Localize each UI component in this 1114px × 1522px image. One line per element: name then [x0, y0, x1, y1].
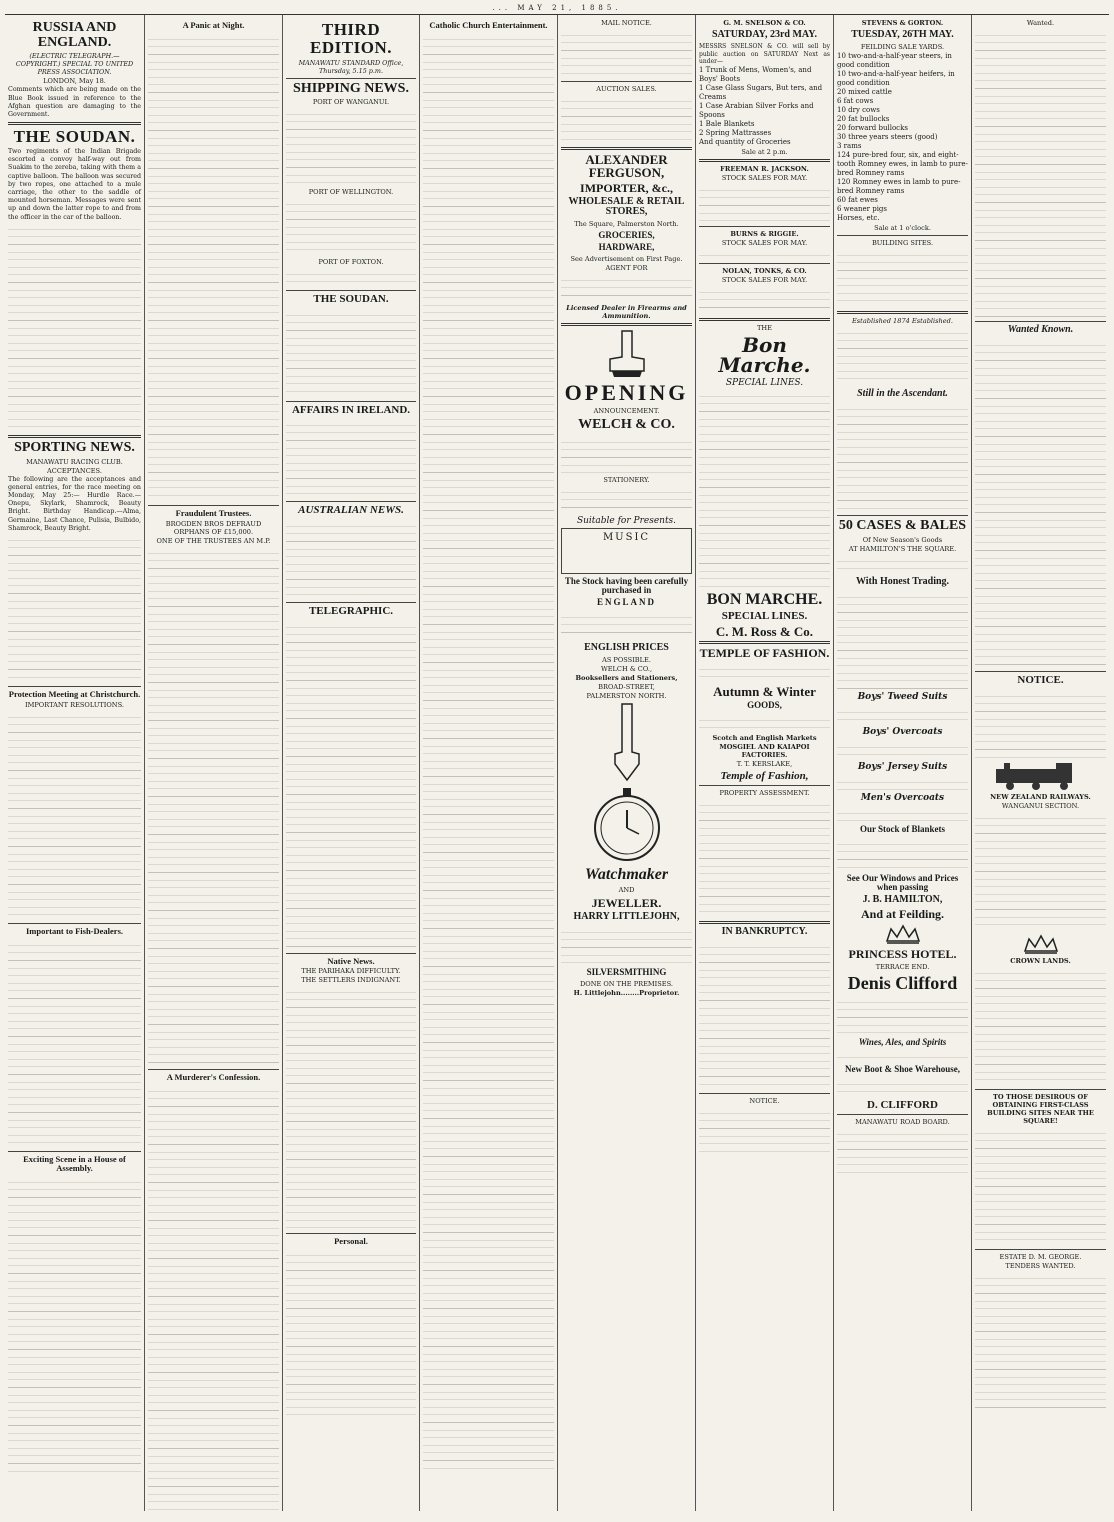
feilding-line: And at Feilding.: [860, 907, 944, 921]
railways-title: NEW ZEALAND RAILWAYS.: [990, 793, 1091, 801]
snelson-ad-items: [699, 66, 830, 147]
headline-russia-england: RUSSIA AND ENGLAND.: [32, 20, 117, 50]
columns: [5, 15, 1109, 1511]
hamilton-sub: Of New Season's Goods: [862, 536, 943, 544]
stevens-ad-date: TUESDAY, 26TH MAY.: [851, 29, 954, 40]
watchmaker-line: SILVERSMITHING: [586, 967, 667, 977]
bon-marche-sub: SPECIAL LINES.: [725, 377, 804, 388]
list-item: 30 three years steers (good): [837, 133, 938, 141]
boys-overcoats-title: Boys' Overcoats: [862, 727, 943, 737]
subheading: THE PARIHAKA DIFFICULTY.: [301, 967, 401, 976]
temple-line: MOSGIEL AND KAIAPOI FACTORIES.: [719, 742, 810, 759]
road-board-title: MANAWATU ROAD BOARD.: [855, 1118, 950, 1126]
wanted-known-title: Wanted Known.: [1007, 324, 1074, 335]
crown-lands-title: CROWN LANDS.: [1010, 957, 1071, 965]
railways-sub: WANGANUI SECTION.: [1001, 802, 1080, 810]
tenders-title: TENDERS WANTED.: [1005, 1262, 1076, 1270]
list-item: 60 fat ewes: [837, 196, 878, 204]
welch-ad-line: ENGLAND: [596, 597, 656, 607]
list-item: 1 Case Glass Sugars, But ters, and Creams: [699, 83, 823, 101]
list-item: 2 Spring Mattrasses: [699, 128, 772, 137]
welch-ad-line: AS POSSIBLE.: [602, 656, 651, 664]
headline-native-news: Native News.: [327, 955, 375, 966]
wanted-title: Wanted.: [1026, 19, 1055, 27]
article-body: Two regiments of the Indian Brigade escorted a convoy half-way out from Suakim to the zereba, taking with them a captive balloon. The balloon was secured by two ropes, one attached to a mule carriage, the other to the saddle of mounted horseman. Messages were sent up and down the latter rope to and from the officer in the car of the balloon.: [8, 148, 141, 221]
crown-icon: [883, 923, 923, 945]
windows-title: See Our Windows and Prices when passing: [846, 873, 959, 892]
welch-ad-line: Suitable for Presents.: [576, 516, 677, 526]
headline-protection-meeting: Protection Meeting at Christchurch.: [8, 688, 141, 699]
temple-line: GOODS,: [747, 699, 782, 710]
stevens-ad-title: STEVENS & GORTON.: [861, 19, 944, 27]
property-assessment-title: PROPERTY ASSESSMENT.: [719, 788, 810, 797]
temple-fashion-title: TEMPLE OF FASHION.: [699, 645, 830, 660]
list-item: 120 Romney ewes in lamb to pure-bred Romney rams: [837, 178, 961, 195]
snelson-ad-time: Sale at 2 p.m.: [741, 147, 788, 156]
established-line: Established 1874 Established.: [851, 317, 953, 325]
headline-fish-dealers: Important to Fish-Dealers.: [25, 925, 124, 936]
list-item: And quantity of Groceries: [699, 137, 791, 146]
subheading: MANAWATU RACING CLUB.: [26, 457, 123, 466]
article-body: Comments which are being made on the Blue Book issued in reference to the Afghan question are damaging to the Government.: [8, 86, 141, 118]
list-item: 10 dry cows: [837, 106, 880, 114]
list-item: 10 two-and-a-half-year heifers, in good condition: [837, 70, 955, 87]
pointing-hand-down-icon: [597, 702, 657, 782]
list-item: 10 two-and-a-half-year steers, in good condition: [837, 52, 952, 69]
building-sites-title: TO THOSE DESIROUS OF OBTAINING FIRST-CLASS BUILDING SITES NEAR THE SQUARE!: [987, 1093, 1094, 1125]
music-box: [561, 528, 692, 574]
watchmaker-line: JEWELLER.: [591, 896, 662, 910]
nolan-ad-title: NOLAN, TONKS, & CO.: [722, 266, 807, 275]
welch-ad-line: PALMERSTON NORTH.: [586, 692, 667, 700]
headline-soudan: THE SOUDAN.: [313, 293, 389, 306]
mail-notice-heading: MAIL NOTICE.: [601, 19, 652, 27]
headline-shipping-news: SHIPPING NEWS.: [293, 80, 409, 96]
subheading: PORT OF FOXTON.: [318, 258, 384, 267]
nolan-ad-sub: STOCK SALES FOR MAY.: [721, 275, 808, 284]
headline-sporting-news: SPORTING NEWS.: [14, 439, 135, 455]
stevens-ad-sub: FEILDING SALE YARDS.: [860, 43, 945, 51]
bon-marche-the: THE: [757, 323, 772, 332]
estate-title: ESTATE D. M. GEORGE.: [999, 1253, 1082, 1261]
column-4: [420, 15, 558, 1511]
snelson-ad-body: MESSRS SNELSON & CO. will sell by public auction on SATURDAY Next as under—: [699, 43, 830, 66]
hamilton-line: AT HAMILTON'S THE SQUARE.: [848, 545, 957, 553]
clifford-name: Denis Clifford: [847, 973, 958, 993]
bankruptcy-title: IN BANKRUPTCY.: [721, 925, 808, 937]
page-header: ... MAY 21, 1885.: [5, 4, 1109, 15]
welch-ad-line: The Stock having been carefully purchased in: [564, 576, 689, 595]
list-item: 124 pure-bred four, six, and eight-tooth Romney ewes, in lamb to pure-bred Romney rams: [837, 151, 968, 177]
ascendant-title: Still in the Ascendant.: [857, 388, 948, 399]
snelson-ad-title: G. M. SNELSON & CO.: [723, 19, 806, 27]
pointing-hand-icon: [592, 329, 662, 379]
notice-title: NOTICE.: [749, 1096, 780, 1105]
princess-hotel-sub: TERRACE END.: [875, 963, 930, 971]
opening-ad-sub: ANNOUNCEMENT.: [593, 407, 660, 415]
temple-line: Autumn & Winter: [713, 683, 816, 699]
stevens-ad-time: Sale at 1 o'clock.: [874, 224, 931, 232]
ferguson-ad-line: Licensed Dealer in Firearms and Ammunition.: [566, 304, 687, 320]
subheading: ONE OF THE TRUSTEES AN M.P.: [156, 536, 271, 545]
watchmaker-title: Watchmaker: [584, 866, 669, 883]
headline-catholic-church: Catholic Church Entertainment.: [429, 20, 548, 30]
headline-murderers-confession: A Murderer's Confession.: [166, 1071, 261, 1082]
snelson-ad-date: SATURDAY, 23rd MAY.: [711, 29, 818, 40]
headline-australian-news: AUSTRALIAN NEWS.: [298, 504, 404, 517]
welch-ad-line: BROAD-STREET,: [598, 683, 655, 691]
list-item: 1 Bale Blankets: [699, 119, 755, 128]
watchmaker-name: HARRY LITTLEJOHN,: [573, 911, 680, 922]
list-item: Horses, etc.: [837, 214, 880, 222]
headline-third-edition: THIRD EDITION.: [310, 20, 392, 57]
ferguson-ad-line: AGENT FOR: [605, 264, 648, 272]
hamilton-trading: With Honest Trading.: [855, 576, 950, 587]
dateline: LONDON, May 18.: [43, 77, 106, 86]
bon-marche-title-2: BON MARCHE.: [706, 590, 823, 608]
ferguson-ad-line: HARDWARE,: [598, 242, 655, 252]
blankets-title: Our Stock of Blankets: [859, 824, 946, 834]
article-body: The following are the acceptances and general entries, for the race meeting on Monday, May 25:— Hurdle Race.—Onepu, Skylark, Shamrock, Beauty Bright. Birthday Handicap.—Alma, Germaine, Last Chance, Pulisia, Bulbido, Shamrock, Beauty Bright.: [8, 475, 141, 532]
subheading: PORT OF WANGANUI.: [312, 98, 390, 107]
column-6: [696, 15, 834, 1511]
boys-tweed-title: Boys' Tweed Suits: [857, 692, 948, 702]
opening-ad-title: OPENING: [564, 380, 689, 405]
notice-title: NOTICE.: [1017, 674, 1064, 686]
edition-note: MANAWATU STANDARD Office, Thursday, 5.15 p.m.: [298, 58, 404, 75]
subheading: ACCEPTANCES.: [47, 466, 102, 475]
list-item: 6 weaner pigs: [837, 205, 888, 213]
crown-icon: [1021, 933, 1061, 955]
headline-telegraphic: TELEGRAPHIC.: [308, 605, 394, 618]
stevens-ad-items: [837, 52, 968, 223]
list-item: 1 Trunk of Mens, Women's, and Boys' Boots: [699, 65, 812, 83]
clifford-line: Wines, Ales, and Spirits: [858, 1037, 947, 1047]
column-5: [558, 15, 696, 1511]
welch-ad-line: Booksellers and Stationers,: [575, 674, 678, 682]
column-1: [5, 15, 145, 1511]
watchmaker-line: AND: [618, 886, 635, 894]
ross-ad-name: C. M. Ross & Co.: [715, 623, 814, 639]
watchmaker-line: DONE ON THE PREMISES.: [580, 980, 673, 988]
burns-ad-title: BURNS & RIGGIE.: [730, 229, 799, 238]
boys-jersey-title: Boys' Jersey Suits: [857, 762, 948, 772]
list-item: 20 forward bullocks: [837, 124, 908, 132]
headline-affairs-in-ireland: AFFAIRS IN IRELAND.: [291, 403, 411, 416]
telegraph-credit: (ELECTRIC TELEGRAPH.—COPYRIGHT.) SPECIAL TO UNITED PRESS ASSOCIATION.: [15, 52, 134, 77]
clifford-line: D. CLIFFORD: [867, 1099, 938, 1111]
jackson-ad-title: FREEMAN R. JACKSON.: [720, 164, 809, 173]
subheading: IMPORTANT RESOLUTIONS.: [25, 700, 124, 709]
welch-ad-line: STATIONERY.: [603, 476, 650, 484]
list-item: 3 rams: [837, 142, 862, 150]
headline-exciting-scene: Exciting Scene in a House of Assembly.: [23, 1153, 126, 1173]
locomotive-icon: [986, 761, 1096, 791]
welch-ad-name: WELCH & CO.: [578, 417, 675, 432]
temple-line: Temple of Fashion,: [720, 769, 809, 782]
list-item: 20 fat bullocks: [837, 115, 890, 123]
jackson-ad-sub: STOCK SALES FOR MAY.: [721, 173, 808, 182]
ferguson-ad-line: See Advertisement on First Page.: [570, 255, 683, 263]
column-3: [283, 15, 420, 1511]
temple-line: T. T. KERSLAKE,: [736, 759, 793, 768]
welch-ad-line: WELCH & CO.,: [600, 665, 653, 673]
ferguson-ad-line: WHOLESALE & RETAIL STORES,: [568, 196, 685, 217]
subheading: BROGDEN BROS DEFRAUD ORPHANS OF £15,000.: [165, 519, 262, 536]
headline-panic-at-night: A Panic at Night.: [182, 20, 245, 30]
clifford-line: New Boot & Shoe Warehouse,: [845, 1064, 960, 1074]
auction-sales-heading: AUCTION SALES.: [596, 85, 657, 93]
ferguson-ad-title: ALEXANDER FERGUSON,: [585, 152, 668, 180]
temple-line: Scotch and English Markets: [712, 733, 817, 742]
column-2: [145, 15, 283, 1511]
column-8: [972, 15, 1109, 1511]
princess-hotel-title: PRINCESS HOTEL.: [848, 947, 957, 961]
mens-overcoats-title: Men's Overcoats: [860, 793, 945, 803]
list-item: 6 fat cows: [837, 97, 874, 105]
burns-ad-sub: STOCK SALES FOR MAY.: [721, 238, 808, 247]
hamilton-name: J. B. HAMILTON,: [862, 894, 943, 905]
column-7: [834, 15, 972, 1511]
headline-fraudulent-trustees: Fraudulent Trustees.: [175, 507, 252, 518]
bon-marche-sub-2: SPECIAL LINES.: [721, 609, 808, 622]
list-item: 20 mixed cattle: [837, 88, 892, 96]
watchmaker-line: H. Littlejohn........Proprietor.: [573, 989, 680, 997]
subheading: THE SETTLERS INDIGNANT.: [301, 976, 401, 985]
welch-ad-line: ENGLISH PRICES: [584, 642, 669, 653]
headline-soudan: THE SOUDAN.: [13, 127, 136, 147]
watch-illustration-icon: [587, 784, 667, 864]
ferguson-ad-line: The Square, Palmerston North.: [574, 220, 679, 228]
hamilton-cases-title: 50 CASES & BALES: [838, 518, 967, 533]
bon-marche-title: Bon Marche.: [718, 332, 811, 377]
ferguson-ad-line: GROCERIES,: [598, 230, 655, 240]
list-item: 1 Case Arabian Silver Forks and Spoons: [699, 101, 814, 119]
ferguson-ad-line: IMPORTER, &c.,: [580, 181, 673, 195]
music-title: MUSIC: [602, 532, 651, 543]
building-sites-title: BUILDING SITES.: [871, 239, 934, 247]
newspaper-page: [5, 4, 1109, 1514]
headline-personal: Personal.: [334, 1236, 368, 1247]
subheading: PORT OF WELLINGTON.: [308, 188, 394, 197]
